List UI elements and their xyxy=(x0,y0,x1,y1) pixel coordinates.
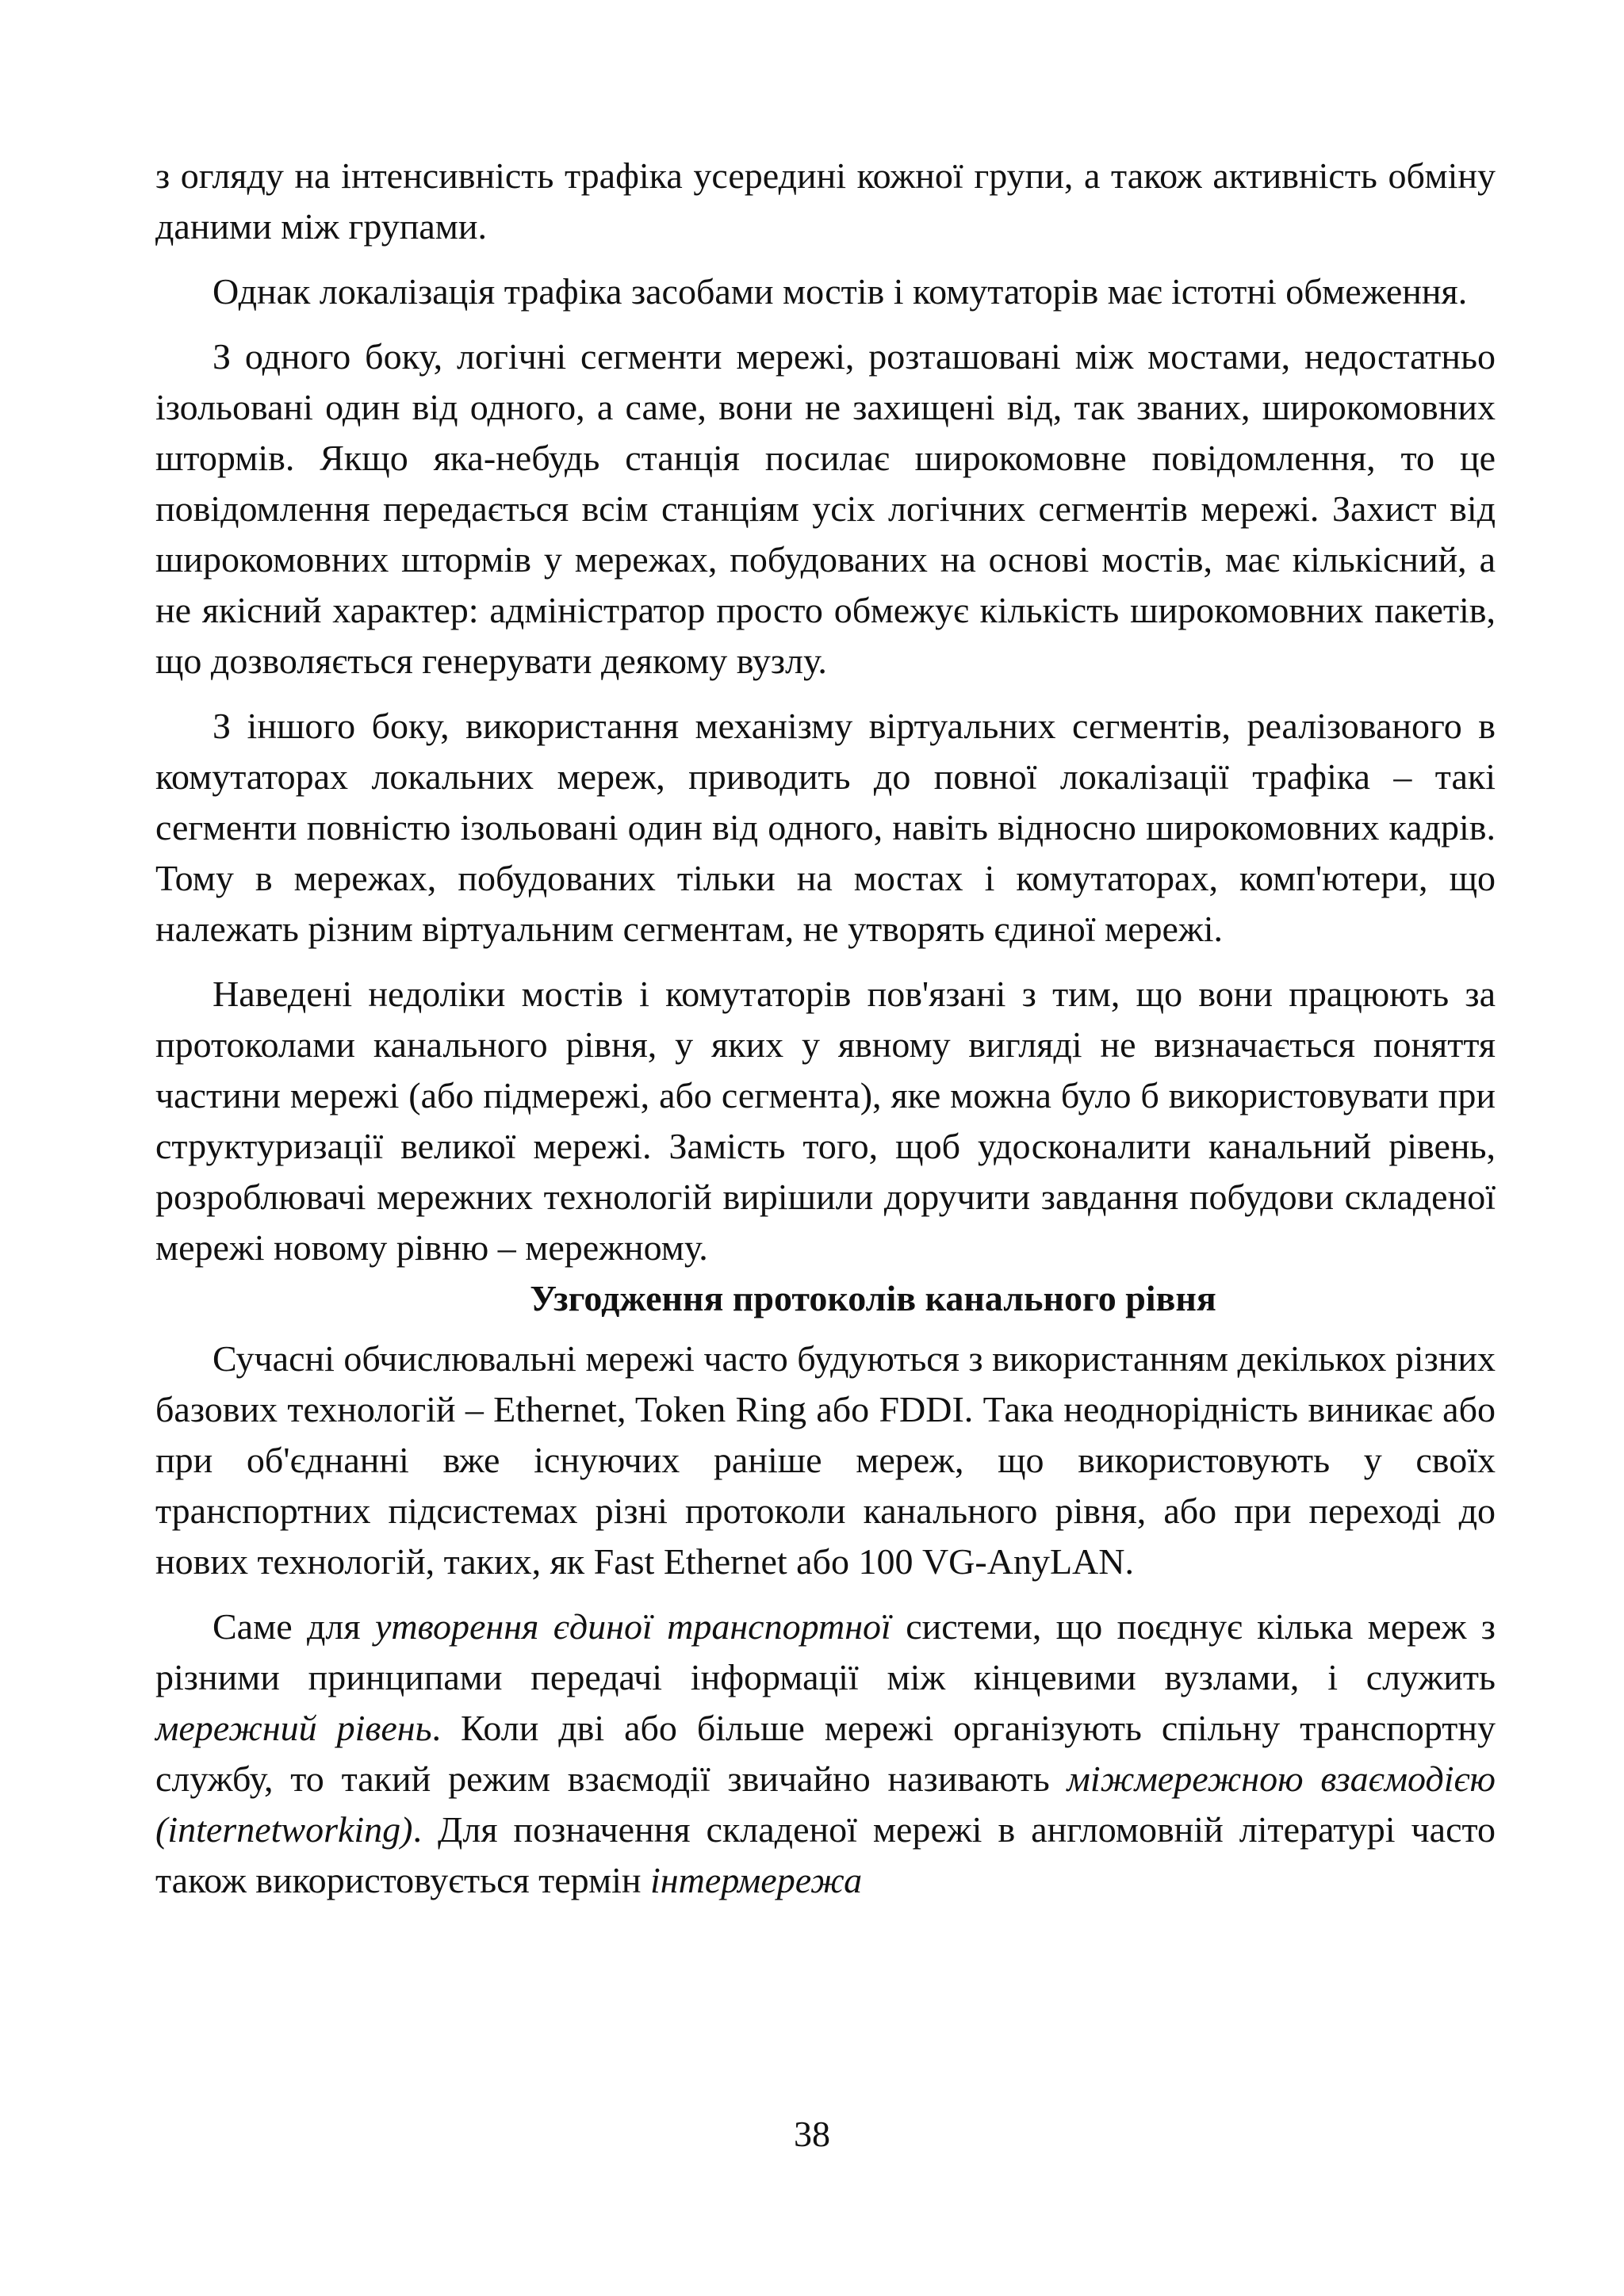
paragraph-7-emphasis-2: мережний рівень xyxy=(155,1708,432,1748)
paragraph-7-text-4: . Для позначення складеної мережі в англомовній літературі часто також використовується термін xyxy=(155,1809,1496,1900)
paragraph-7-emphasis-4: інтермережа xyxy=(650,1860,863,1900)
section-heading: Узгодження протоколів канального рівня xyxy=(530,1278,1216,1318)
paragraph-7-emphasis-1: утворення єдиної транспортної xyxy=(374,1606,891,1647)
paragraph-7 xyxy=(155,1601,1496,1906)
paragraph-7-text-1: Саме для xyxy=(213,1606,375,1647)
paragraph-6: Сучасні обчислювальні мережі часто будуються з використанням декількох різних базових технологій – Ethernet, Token Ring або FDDI. Така неоднорідність виникає або при об'єднанні вже існуючих раніше мереж, що використовують у своїх транспортних підсистемах різні протоколи канального рівня, або при переході до нових технологій, таких, як Fast Ethernet або 100 VG-AnyLAN. xyxy=(155,1338,1496,1582)
paragraph-3: З одного боку, логічні сегменти мережі, розташовані між мостами, недостатньо ізольовані один від одного, а саме, вони не захищені від, так званих, широкомовних штормів. Якщо яка-небудь станція посилає широкомовне повідомлення, то це повідомлення передається всім станціям усіх логічних сегментів мережі. Захист від широкомовних штормів у мережах, побудованих на основі мостів, має кількісний, а не якісний характер: адміністратор просто обмежує кількість широкомовних пакетів, що дозволяється генерувати деякому вузлу. xyxy=(155,336,1496,681)
paragraph-2: Однак локалізація трафіка засобами мостів і комутаторів має істотні обмеження. xyxy=(213,271,1468,312)
paragraph-1: з огляду на інтенсивність трафіка усередині кожної групи, а також активність обміну даними між групами. xyxy=(155,155,1496,247)
document-page xyxy=(155,151,1496,1906)
paragraph-7-text-3: . Коли дві або більше мережі організують спільну транспортну службу, то такий режим взаємодії звичайно називають xyxy=(155,1708,1496,1799)
paragraph-7-emphasis-3: міжмережною взаємодією (internetworking) xyxy=(155,1758,1496,1850)
paragraph-5: Наведені недоліки мостів і комутаторів пов'язані з тим, що вони працюють за протоколами канального рівня, у яких у явному вигляді не визначається поняття частини мережі (або підмережі, або сегмента), яке можна було б використовувати при структуризації великої мережі. Замість того, щоб удосконалити канальний рівень, розроблювачі мережних технологій вирішили доручити завдання побудови складеної мережі новому рівню – мережному. xyxy=(155,974,1496,1268)
paragraph-4: З іншого боку, використання механізму віртуальних сегментів, реалізованого в комутаторах локальних мереж, приводить до повної локалізації трафіка – такі сегменти повністю ізольовані один від одного, навіть відносно широкомовних кадрів. Тому в мережах, побудованих тільки на мостах і комутаторах, комп'ютери, що належать різним віртуальним сегментам, не утворять єдиної мережі. xyxy=(155,706,1496,949)
paragraph-7-text-2: системи, що поєднує кілька мереж з різними принципами передачі інформації між кінцевими вузлами, і служить xyxy=(155,1606,1496,1697)
page-number: 38 xyxy=(794,2114,830,2154)
